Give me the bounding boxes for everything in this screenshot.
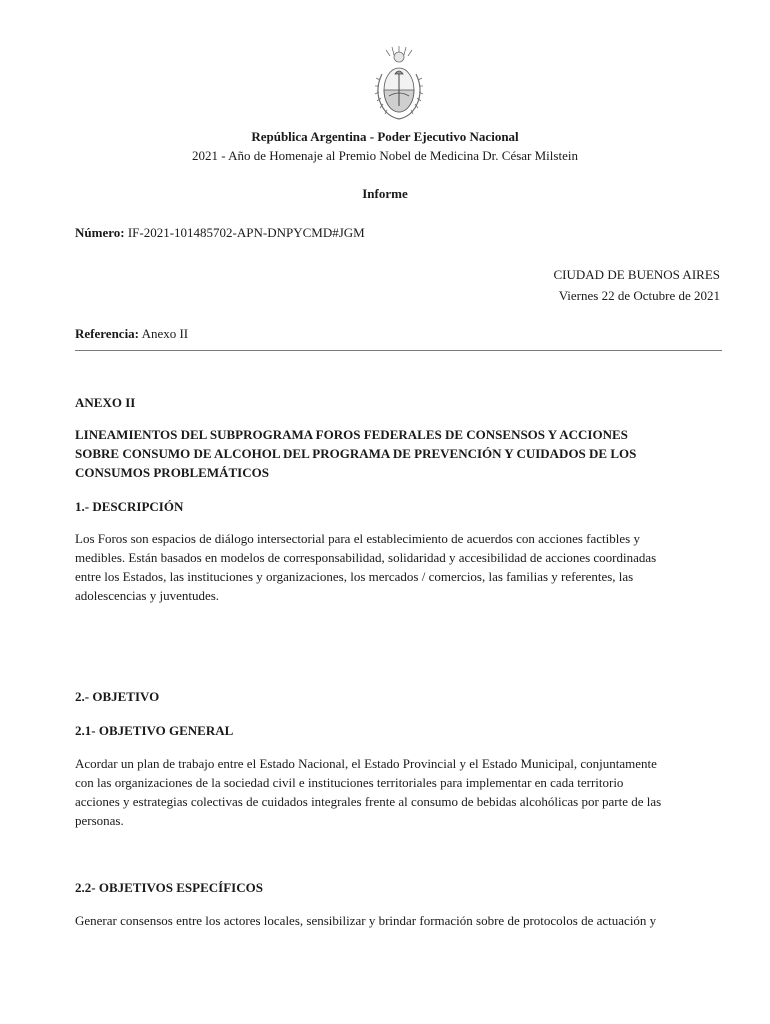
text-line: medibles. Están basados en modelos de corresponsabilidad, solidaridad y accesibilidad de acciones coordinadas: [75, 550, 657, 565]
section-2-1-text: [75, 754, 725, 830]
text-line: adolescencias y juventudes.: [75, 588, 220, 603]
number-label: Número:: [75, 225, 125, 240]
divider: [75, 350, 722, 351]
text-line: Acordar un plan de trabajo entre el Estado Nacional, el Estado Provincial y el Estado Municipal, conjuntamente: [75, 756, 657, 771]
section-2-title: 2.- OBJETIVO: [75, 689, 160, 704]
text-line: entre los Estados, las instituciones y organizaciones, los mercados / comercios, las familias y referentes, las: [75, 569, 634, 584]
document-number: [75, 223, 365, 242]
header-line2: 2021 - Año de Homenaje al Premio Nobel de Medicina Dr. César Milstein: [192, 148, 578, 163]
section-1-text: [75, 529, 725, 605]
text-line: con las organizaciones de la sociedad civil e instituciones territoriales para implementar en cada territorio: [75, 775, 624, 790]
section-2-1-title: 2.1- OBJETIVO GENERAL: [75, 723, 234, 738]
number-value: IF-2021-101485702-APN-DNPYCMD#JGM: [127, 225, 365, 240]
reference: [75, 324, 188, 343]
text-line: Generar consensos entre los actores locales, sensibilizar y brindar formación sobre de protocolos de actuación y: [75, 913, 657, 928]
section-2-2-title: 2.2- OBJETIVOS ESPECÍFICOS: [75, 880, 263, 895]
text-line: personas.: [75, 813, 124, 828]
annex-title: ANEXO II: [75, 395, 136, 410]
coat-of-arms-icon: [372, 44, 426, 122]
main-title: [75, 425, 725, 482]
document-type: Informe: [362, 186, 408, 201]
reference-label: Referencia:: [75, 326, 140, 341]
main-title-line: SOBRE CONSUMO DE ALCOHOL DEL PROGRAMA DE PREVENCIÓN Y CUIDADOS DE LOS: [75, 446, 637, 461]
header-line1: República Argentina - Poder Ejecutivo Nacional: [251, 129, 519, 144]
main-title-line: LINEAMIENTOS DEL SUBPROGRAMA FOROS FEDERALES DE CONSENSOS Y ACCIONES: [75, 427, 628, 442]
city: CIUDAD DE BUENOS AIRES: [553, 267, 720, 282]
date: Viernes 22 de Octubre de 2021: [558, 288, 720, 303]
section-2-2-text: [75, 911, 725, 930]
text-line: Los Foros son espacios de diálogo intersectorial para el establecimiento de acuerdos con acciones factibles y: [75, 531, 640, 546]
reference-value: Anexo II: [141, 326, 189, 341]
main-title-line: CONSUMOS PROBLEMÁTICOS: [75, 465, 269, 480]
text-line: acciones y estrategias colectivas de cuidados integrales frente al consumo de bebidas alcohólicas por parte de las: [75, 794, 662, 809]
section-1-title: 1.- DESCRIPCIÓN: [75, 499, 184, 514]
